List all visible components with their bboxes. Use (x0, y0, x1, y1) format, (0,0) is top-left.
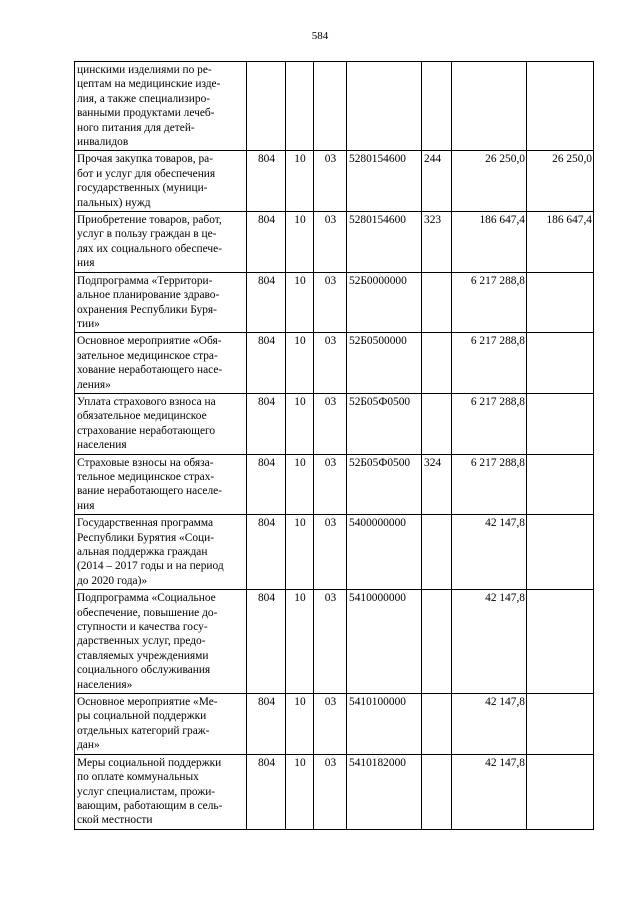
ved-cell: 804 (247, 754, 286, 829)
vr-cell: 323 (422, 212, 452, 273)
table-row (75, 590, 594, 694)
item-name-line: Основное мероприятие «Ме- (77, 696, 218, 709)
item-name-line: Меры социальной поддержки (77, 756, 222, 769)
csr-cell: 5410100000 (347, 694, 422, 755)
item-name-cell (75, 212, 247, 273)
csr-cell: 5400000000 (347, 515, 422, 590)
item-name-line: лях их социального обеспече- (77, 242, 222, 255)
item-name-line: ления» (77, 378, 111, 391)
sum-cell-2 (527, 62, 594, 151)
item-name-line: обеспечение, повышение до- (77, 606, 218, 619)
item-name-cell (75, 151, 247, 212)
page-number: 584 (311, 30, 329, 42)
csr-cell: 5280154600 (347, 212, 422, 273)
item-name-line: ного питания для детей- (77, 121, 195, 134)
item-name-line: (2014 – 2017 годы и на период (77, 560, 224, 573)
item-name-line: ставляемых учреждениями (77, 649, 209, 662)
table-row (75, 333, 594, 394)
csr-cell: 52Б05Ф0500 (347, 454, 422, 515)
sum-cell-2 (527, 333, 594, 394)
item-name-line: хование неработающего насе- (77, 364, 223, 377)
csr-cell: 5410000000 (347, 590, 422, 694)
vr-cell (422, 590, 452, 694)
item-name-line: государственных (муници- (77, 182, 208, 195)
item-name-line: цинскими изделиями по ре- (77, 64, 212, 76)
sum-cell: 42 147,8 (452, 754, 527, 829)
item-name-line: ры социальной поддержки (77, 710, 207, 723)
table-row (75, 151, 594, 212)
sum-cell-2 (527, 272, 594, 333)
sum-cell: 6 217 288,8 (452, 333, 527, 394)
csr-cell: 52Б0000000 (347, 272, 422, 333)
vr-cell (422, 333, 452, 394)
pr-cell: 03 (314, 694, 347, 755)
ved-cell: 804 (247, 212, 286, 273)
item-name-cell (75, 515, 247, 590)
pr-cell (314, 62, 347, 151)
item-name-cell (75, 272, 247, 333)
item-name-line: Основное мероприятие «Обя- (77, 335, 222, 348)
table-row (75, 62, 594, 151)
rz-cell: 10 (286, 694, 314, 755)
ved-cell: 804 (247, 333, 286, 394)
item-name-line: пальных) нужд (77, 196, 151, 209)
rz-cell: 10 (286, 151, 314, 212)
item-name-line: вающим, работающим в сель- (77, 799, 223, 812)
ved-cell (247, 62, 286, 151)
csr-cell: 52Б0500000 (347, 333, 422, 394)
item-name-cell (75, 754, 247, 829)
item-name-line: дан» (77, 739, 100, 752)
item-name-line: обязательное медицинское (77, 410, 207, 423)
sum-cell-2 (527, 754, 594, 829)
rz-cell: 10 (286, 454, 314, 515)
item-name-line: Уплата страхового взноса на (77, 395, 216, 408)
ved-cell: 804 (247, 454, 286, 515)
csr-cell: 52Б05Ф0500 (347, 393, 422, 454)
sum-cell (452, 62, 527, 151)
rz-cell: 10 (286, 754, 314, 829)
pr-cell: 03 (314, 515, 347, 590)
pr-cell: 03 (314, 454, 347, 515)
sum-cell-2 (527, 454, 594, 515)
item-name-cell (75, 333, 247, 394)
item-name-line: тии» (77, 317, 100, 330)
sum-cell: 26 250,0 (452, 151, 527, 212)
item-name-cell (75, 590, 247, 694)
sum-cell-2: 186 647,4 (527, 212, 594, 273)
sum-cell: 6 217 288,8 (452, 454, 527, 515)
item-name-line: Государственная программа (77, 517, 214, 530)
item-name-line: ской местности (77, 814, 153, 827)
item-name-line: Республики Бурятия «Соци- (77, 531, 215, 544)
table-row (75, 212, 594, 273)
csr-cell (347, 62, 422, 151)
pr-cell: 03 (314, 212, 347, 273)
vr-cell (422, 754, 452, 829)
csr-cell: 5280154600 (347, 151, 422, 212)
table-row (75, 272, 594, 333)
item-name-line: Прочая закупка товаров, ра- (77, 153, 213, 166)
sum-cell: 6 217 288,8 (452, 272, 527, 333)
budget-table (74, 61, 594, 830)
item-name-line: Страховые взносы на обяза- (77, 456, 214, 469)
sum-cell: 42 147,8 (452, 694, 527, 755)
item-name-line: страхование неработающего (77, 424, 216, 437)
vr-cell (422, 393, 452, 454)
sum-cell-2 (527, 694, 594, 755)
item-name-line: инвалидов (77, 136, 129, 149)
item-name-line: отдельных категорий граж- (77, 724, 210, 737)
item-name-line: услуг в пользу граждан в це- (77, 228, 217, 241)
sum-cell: 42 147,8 (452, 515, 527, 590)
pr-cell: 03 (314, 333, 347, 394)
pr-cell: 03 (314, 393, 347, 454)
item-name-line: охранения Республики Буря- (77, 303, 217, 316)
rz-cell: 10 (286, 515, 314, 590)
item-name-line: ния (77, 257, 95, 270)
table-row (75, 515, 594, 590)
item-name-cell (75, 62, 247, 151)
vr-cell (422, 515, 452, 590)
pr-cell: 03 (314, 272, 347, 333)
table-body (75, 62, 594, 830)
table-row (75, 454, 594, 515)
item-name-line: дарственных услуг, предо- (77, 635, 206, 648)
item-name-cell (75, 454, 247, 515)
item-name-line: ступности и качества госу- (77, 621, 208, 634)
sum-cell-2 (527, 515, 594, 590)
item-name-line: Приобретение товаров, работ, (77, 214, 222, 227)
csr-cell: 5410182000 (347, 754, 422, 829)
vr-cell: 324 (422, 454, 452, 515)
item-name-line: лия, а также специализиро- (77, 92, 211, 105)
ved-cell: 804 (247, 590, 286, 694)
pr-cell: 03 (314, 754, 347, 829)
item-name-line: Подпрограмма «Социальное (77, 592, 216, 605)
vr-cell (422, 694, 452, 755)
sum-cell-2 (527, 393, 594, 454)
item-name-line: тельное медицинское страх- (77, 470, 215, 483)
item-name-line: социального обслуживания (77, 664, 211, 677)
ved-cell: 804 (247, 151, 286, 212)
table-row (75, 754, 594, 829)
sum-cell-2 (527, 590, 594, 694)
sum-cell-2: 26 250,0 (527, 151, 594, 212)
table-row (75, 694, 594, 755)
vr-cell: 244 (422, 151, 452, 212)
item-name-cell (75, 393, 247, 454)
item-name-cell (75, 694, 247, 755)
item-name-line: альная поддержка граждан (77, 546, 208, 558)
rz-cell (286, 62, 314, 151)
sum-cell: 186 647,4 (452, 212, 527, 273)
vr-cell (422, 62, 452, 151)
ved-cell: 804 (247, 515, 286, 590)
item-name-line: ния (77, 499, 95, 512)
item-name-line: Подпрограмма «Территори- (77, 274, 213, 287)
item-name-line: до 2020 года)» (77, 574, 148, 587)
rz-cell: 10 (286, 590, 314, 694)
pr-cell: 03 (314, 590, 347, 694)
rz-cell: 10 (286, 272, 314, 333)
sum-cell: 42 147,8 (452, 590, 527, 694)
item-name-line: услуг специалистам, прожи- (77, 785, 216, 798)
item-name-line: цептам на медицинские изде- (77, 78, 221, 91)
ved-cell: 804 (247, 272, 286, 333)
item-name-line: населения» (77, 678, 133, 691)
item-name-line: по оплате коммунальных (77, 771, 199, 784)
rz-cell: 10 (286, 212, 314, 273)
table-row (75, 393, 594, 454)
item-name-line: бот и услуг для обеспечения (77, 167, 216, 180)
ved-cell: 804 (247, 694, 286, 755)
item-name-line: населения (77, 439, 127, 452)
rz-cell: 10 (286, 333, 314, 394)
ved-cell: 804 (247, 393, 286, 454)
item-name-line: ванными продуктами лечеб- (77, 107, 215, 120)
item-name-line: вание неработающего населе- (77, 485, 222, 498)
item-name-line: зательное медицинское стра- (77, 349, 218, 362)
vr-cell (422, 272, 452, 333)
rz-cell: 10 (286, 393, 314, 454)
pr-cell: 03 (314, 151, 347, 212)
item-name-line: альное планирование здраво- (77, 289, 220, 302)
sum-cell: 6 217 288,8 (452, 393, 527, 454)
